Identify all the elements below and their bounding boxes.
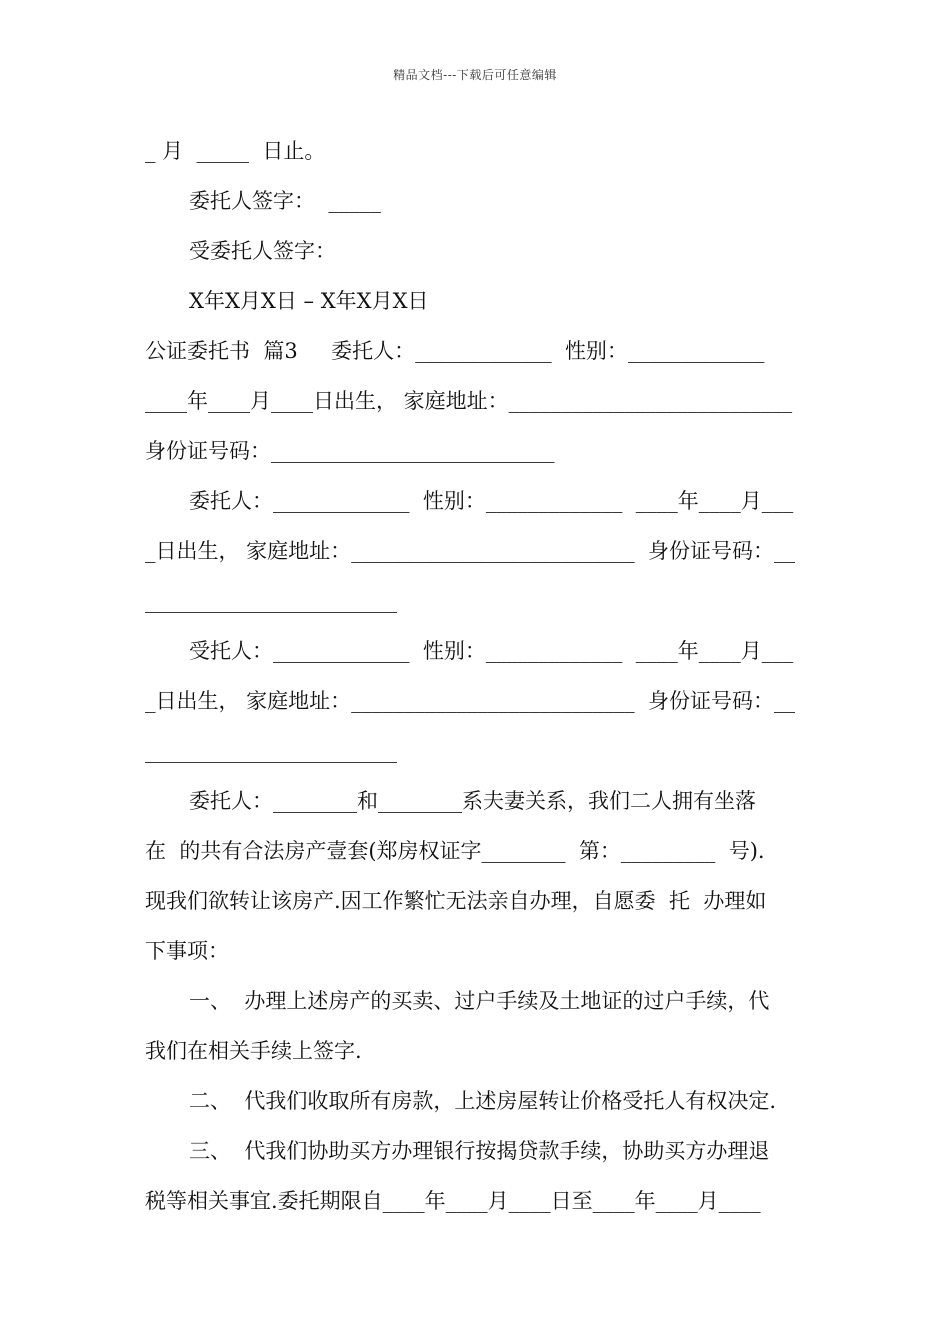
text-line-agent-signature: 受委托人签字： bbox=[189, 239, 336, 263]
text-line-item-3-cont: 税等相关事宜.委托期限自____年____月____日至____年____月____ bbox=[145, 1189, 761, 1213]
text-line-agent-id: ________________________ bbox=[145, 739, 397, 763]
text-line-item-2: 二、 代我们收取所有房款，上述房屋转让价格受托人有权决定. bbox=[189, 1089, 777, 1113]
text-line-item-1-cont: 我们在相关手续上签字. bbox=[145, 1039, 362, 1063]
text-line-principal-2: 委托人：_____________ 性别：_____________ ____年____月___ bbox=[189, 489, 794, 513]
text-line-section-title: 公证委托书 篇3 委托人：_____________ 性别：_____________ bbox=[145, 339, 765, 363]
text-line-id-number: 身份证号码：___________________________ bbox=[145, 439, 555, 463]
text-line-date-range: X年X月X日 – X年X月X日 bbox=[189, 289, 429, 313]
page-header: 精品文档---下载后可任意编辑 bbox=[393, 68, 557, 82]
text-line-transfer: 现我们欲转让该房产.因工作繁忙无法亲自办理，自愿委 托 办理如 bbox=[145, 889, 767, 913]
text-line-birth-address: ____年____月____日出生， 家庭地址：___________________________ bbox=[145, 389, 793, 413]
text-line-principal-2-address: _日出生， 家庭地址：___________________________ 身份证号码：__ bbox=[145, 539, 796, 563]
text-line-agent: 受托人：_____________ 性别：_____________ ____年____月___ bbox=[189, 639, 794, 663]
text-line-item-1: 一、 办理上述房产的买卖、过户手续及土地证的过户手续，代 bbox=[189, 989, 770, 1013]
text-line-agent-address: _日出生， 家庭地址：___________________________ 身份证号码：__ bbox=[145, 689, 796, 713]
text-line-matters: 下事项： bbox=[145, 939, 229, 963]
text-line-principal-signature: 委托人签字： _____ bbox=[189, 189, 381, 213]
text-line-month-day-end: _ 月 _____ 日止。 bbox=[145, 139, 326, 163]
text-line-spouse-relation: 委托人：________和________系夫妻关系，我们二人拥有坐落 bbox=[189, 789, 756, 813]
text-line-property: 在 的共有合法房产壹套(郑房权证字________ 第：_________ 号). bbox=[145, 839, 765, 863]
text-line-principal-2-id: ________________________ bbox=[145, 589, 397, 613]
text-line-item-3: 三、 代我们协助买方办理银行按揭贷款手续，协助买方办理退 bbox=[189, 1139, 770, 1163]
